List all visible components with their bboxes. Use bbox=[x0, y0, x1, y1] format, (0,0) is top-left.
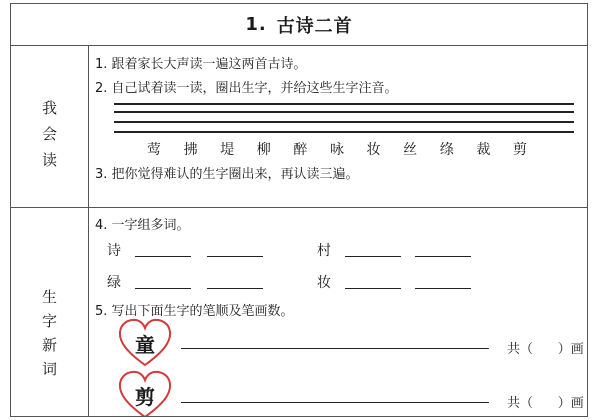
heart-frame bbox=[117, 318, 173, 368]
word-label: 诗 bbox=[107, 243, 121, 259]
pinyin-line[interactable] bbox=[114, 111, 574, 113]
side-char: 读 bbox=[41, 151, 57, 169]
new-character[interactable]: 裁 bbox=[476, 142, 491, 158]
worksheet bbox=[10, 3, 588, 417]
title-number: 1. bbox=[245, 14, 267, 35]
section-reading-label bbox=[11, 45, 89, 207]
section-new-words bbox=[11, 208, 587, 417]
new-character[interactable]: 咏 bbox=[329, 142, 344, 158]
new-character[interactable]: 拂 bbox=[183, 142, 198, 158]
word-blank[interactable] bbox=[415, 256, 471, 257]
word-label: 绿 bbox=[107, 275, 121, 291]
word-blank[interactable] bbox=[415, 288, 471, 289]
item-5: 5. 写出下面生字的笔顺及笔画数。 bbox=[95, 304, 294, 319]
side-char: 新 bbox=[41, 336, 57, 354]
word-blank[interactable] bbox=[135, 288, 191, 289]
stroke-order-blank[interactable] bbox=[181, 348, 489, 349]
section-reading-body bbox=[89, 45, 587, 207]
pinyin-line[interactable] bbox=[114, 121, 574, 123]
word-blank[interactable] bbox=[345, 256, 401, 257]
item-1: 1. 跟着家长大声读一遍这两首古诗。 bbox=[95, 57, 307, 72]
heart-frame bbox=[117, 370, 173, 417]
stroke-order-blank[interactable] bbox=[181, 402, 489, 403]
new-character[interactable]: 剪 bbox=[512, 142, 527, 158]
side-char: 字 bbox=[41, 312, 57, 330]
stroke-character: 童 bbox=[135, 333, 155, 357]
title-text: 古诗二首 bbox=[276, 15, 353, 37]
side-char: 会 bbox=[41, 125, 57, 143]
pinyin-line[interactable] bbox=[114, 103, 574, 105]
new-character[interactable]: 醉 bbox=[293, 142, 308, 158]
stroke-count[interactable]: 共（ ）画 bbox=[507, 342, 584, 357]
word-blank[interactable] bbox=[135, 256, 191, 257]
side-char: 生 bbox=[41, 288, 57, 306]
stroke-count[interactable]: 共（ ）画 bbox=[507, 396, 584, 411]
word-blank[interactable] bbox=[207, 256, 263, 257]
item-4: 4. 一字组多词。 bbox=[95, 218, 190, 233]
word-blank[interactable] bbox=[207, 288, 263, 289]
new-characters-row bbox=[147, 139, 527, 159]
word-label: 妆 bbox=[317, 275, 331, 291]
new-character[interactable]: 妆 bbox=[366, 142, 381, 158]
side-char: 词 bbox=[41, 360, 57, 378]
new-character[interactable]: 柳 bbox=[256, 142, 271, 158]
section-reading bbox=[11, 45, 587, 208]
new-character[interactable]: 莺 bbox=[147, 142, 161, 158]
word-label: 村 bbox=[317, 243, 331, 259]
item-3: 3. 把你觉得难认的生字圈出来，再认读三遍。 bbox=[95, 167, 359, 182]
new-character[interactable]: 绦 bbox=[439, 142, 454, 158]
section-new-words-body bbox=[89, 208, 587, 417]
new-character[interactable]: 丝 bbox=[403, 142, 418, 158]
page-title bbox=[11, 4, 587, 46]
pinyin-line[interactable] bbox=[114, 131, 574, 133]
section-new-words-label bbox=[11, 208, 89, 417]
new-character[interactable]: 堤 bbox=[220, 142, 235, 158]
item-2: 2. 自己试着读一读，圈出生字，并给这些生字注音。 bbox=[95, 81, 398, 96]
side-char: 我 bbox=[41, 99, 57, 117]
word-blank[interactable] bbox=[345, 288, 401, 289]
stroke-character: 剪 bbox=[135, 385, 155, 409]
